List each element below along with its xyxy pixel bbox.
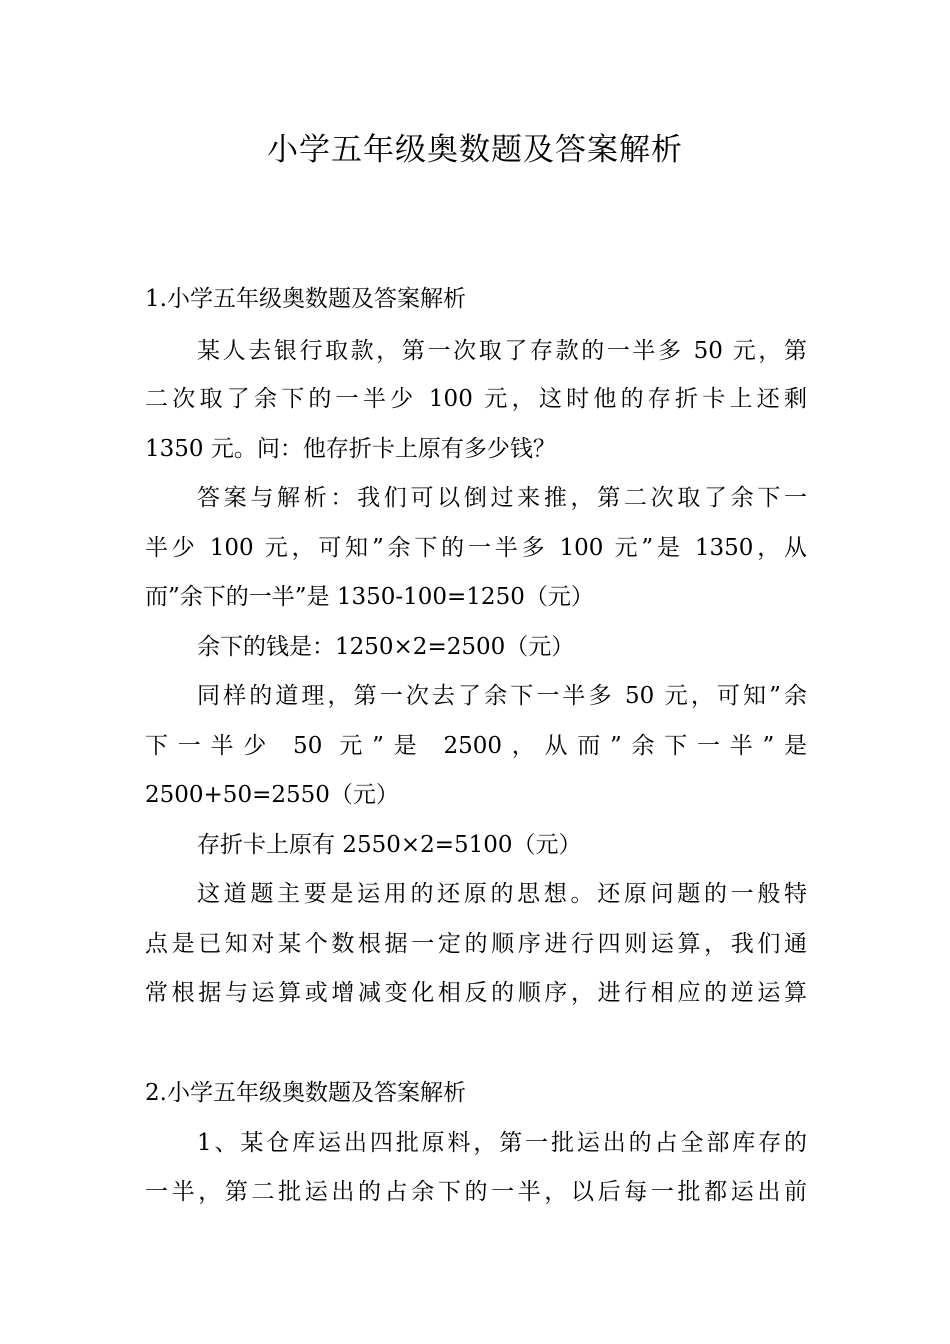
paragraph-line: 存折卡上原有 2550×2=5100（元） <box>197 832 582 858</box>
paragraph-line: 2500+50=2550（元） <box>145 782 399 808</box>
paragraph-line: 二次取了余下的一半少 100 元，这时他的存折卡上还剩 <box>145 386 807 412</box>
section-heading-1: 1.小学五年级奥数题及答案解析 <box>145 286 466 312</box>
paragraph-line: 下一半少 50 元”是 2500，从而”余下一半”是 <box>145 733 807 759</box>
paragraph-line: 某人去银行取款，第一次取了存款的一半多 50 元，第 <box>197 338 807 364</box>
paragraph-line: 半少 100 元，可知”余下的一半多 100 元”是 1350，从 <box>145 535 807 561</box>
document-title: 小学五年级奥数题及答案解析 <box>267 132 683 168</box>
section-heading-2: 2.小学五年级奥数题及答案解析 <box>145 1080 466 1106</box>
paragraph-line: 答案与解析：我们可以倒过来推，第二次取了余下一 <box>197 485 807 511</box>
paragraph-line: 1350 元。问：他存折卡上原有多少钱？ <box>145 436 556 462</box>
paragraph-line: 一半，第二批运出的占余下的一半，以后每一批都运出前 <box>145 1179 807 1205</box>
paragraph-line: 1、某仓库运出四批原料，第一批运出的占全部库存的 <box>197 1130 807 1156</box>
paragraph-line: 这道题主要是运用的还原的思想。还原问题的一般特 <box>197 881 807 907</box>
paragraph-line: 点是已知对某个数根据一定的顺序进行四则运算，我们通 <box>145 931 807 957</box>
paragraph-line: 而”余下的一半”是 1350-100=1250（元） <box>145 584 594 610</box>
paragraph-line: 同样的道理，第一次去了余下一半多 50 元，可知”余 <box>197 683 807 709</box>
paragraph-line: 常根据与运算或增减变化相反的顺序，进行相应的逆运算 <box>145 980 807 1006</box>
paragraph-line: 余下的钱是：1250×2=2500（元） <box>197 634 575 660</box>
